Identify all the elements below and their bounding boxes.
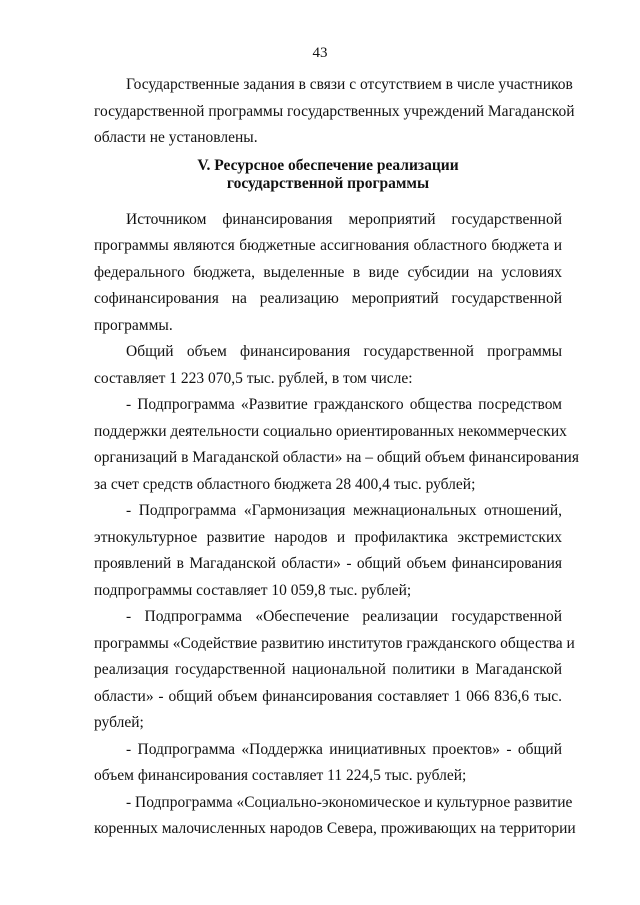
text-line: составляет 1 223 070,5 тыс. рублей, в том числе: bbox=[94, 369, 413, 387]
section-heading-line: V. Ресурсное обеспечение реализации bbox=[197, 156, 459, 174]
paragraph-subprogram-interethnic bbox=[94, 498, 562, 604]
text-line: поддержки деятельности социально ориентированных некоммерческих bbox=[94, 422, 567, 440]
text-line: софинансирования на реализацию мероприятий государственной bbox=[94, 290, 562, 307]
text-line: Общий объем финансирования государственной программы bbox=[126, 343, 562, 360]
text-line: области» - общий объем финансирования составляет 1 066 836,6 тыс. bbox=[94, 687, 562, 705]
text-line: программы «Содействие развитию институтов гражданского общества и bbox=[94, 634, 575, 652]
text-line: - Подпрограмма «Гармонизация межнациональных отношений, bbox=[126, 502, 562, 519]
paragraph-subprogram-civil-society bbox=[94, 392, 579, 498]
text-line: федерального бюджета, выделенные в виде субсидии на условиях bbox=[94, 263, 562, 281]
paragraph-funding-sources bbox=[94, 207, 562, 340]
text-line: области не установлены. bbox=[94, 129, 258, 146]
paragraph-subprogram-initiative-projects bbox=[94, 737, 562, 790]
section-heading bbox=[94, 157, 562, 193]
text-line: программы являются бюджетные ассигнования областного бюджета и bbox=[94, 237, 562, 254]
text-line: проявлений в Магаданской области» - общий объем финансирования bbox=[94, 555, 562, 572]
text-line: организаций в Магаданской области» на – общий объем финансирования bbox=[94, 449, 579, 466]
text-line: государственной программы государственных учреждений Магаданской bbox=[94, 102, 575, 120]
text-line: Государственные задания в связи с отсутствием в числе участников bbox=[126, 76, 573, 93]
text-line: - Подпрограмма «Обеспечение реализации государственной bbox=[126, 608, 562, 625]
text-line: - Подпрограмма «Поддержка инициативных проектов» - общий bbox=[126, 740, 562, 758]
text-line: этнокультурное развитие народов и профилактика экстремистских bbox=[94, 528, 562, 546]
paragraph-total-funding bbox=[94, 339, 562, 392]
text-line: за счет средств областного бюджета 28 400,4 тыс. рублей; bbox=[94, 475, 476, 493]
text-line: рублей; bbox=[94, 714, 144, 731]
section-heading-line: государственной программы bbox=[226, 174, 430, 192]
paragraph-subprogram-program-support bbox=[94, 604, 575, 737]
text-line: коренных малочисленных народов Севера, проживающих на территории bbox=[94, 820, 576, 837]
text-line: подпрограммы составляет 10 059,8 тыс. рублей; bbox=[94, 581, 412, 599]
document-body bbox=[94, 72, 579, 843]
paragraph-state-tasks bbox=[94, 72, 575, 152]
text-line: Источником финансирования мероприятий государственной bbox=[126, 210, 562, 228]
paragraph-subprogram-indigenous-peoples bbox=[94, 790, 576, 843]
text-line: - Подпрограмма «Развитие гражданского общества посредством bbox=[126, 396, 562, 413]
text-line: реализация государственной национальной политики в Магаданской bbox=[94, 661, 562, 678]
page-number: 43 bbox=[312, 45, 328, 61]
text-line: объем финансирования составляет 11 224,5 тыс. рублей; bbox=[94, 767, 467, 784]
text-line: - Подпрограмма «Социально-экономическое и культурное развитие bbox=[126, 793, 573, 811]
text-line: программы. bbox=[94, 316, 173, 334]
